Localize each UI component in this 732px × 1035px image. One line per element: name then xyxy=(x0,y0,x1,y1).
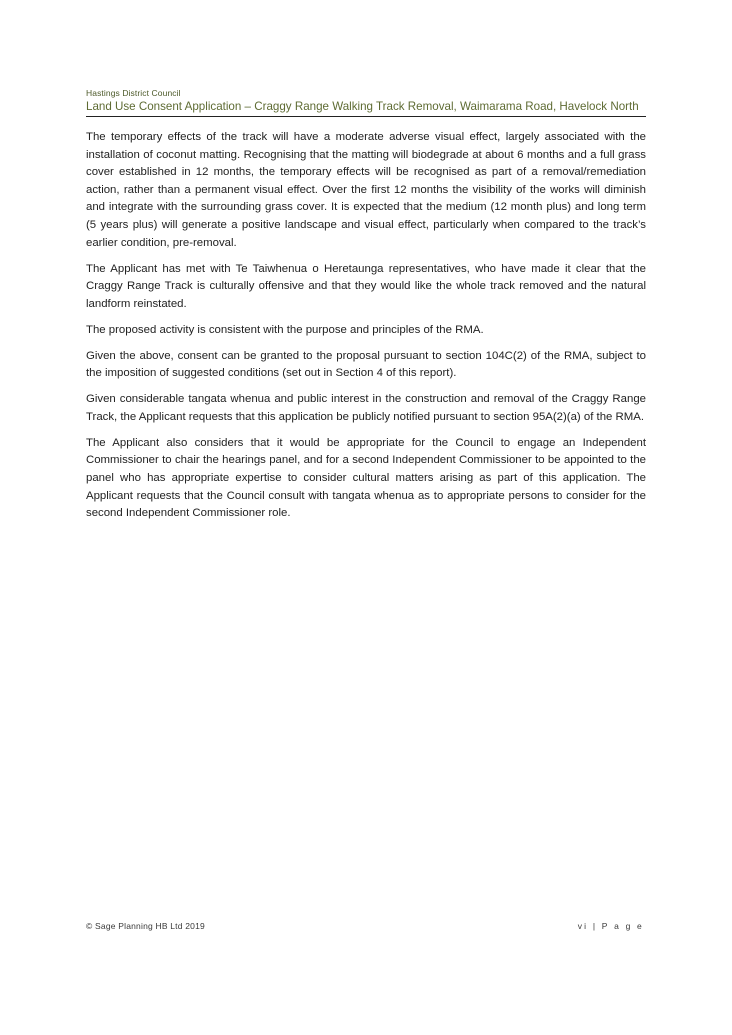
header-divider xyxy=(86,116,646,117)
footer-page-number: vi | P a g e xyxy=(577,921,644,931)
paragraph-tangata-whenua-meeting: The Applicant has met with Te Taiwhenua o Heretaunga representatives, who have made it clear that the Craggy Range Track is culturally offensive and that they would like the whole track removed and the natural landform reinstated. xyxy=(86,262,646,310)
paragraph-independent-commissioner: The Applicant also considers that it would be appropriate for the Council to engage an Independent Commissioner to chair the hearings panel, and for a second Independent Commissioner to be appointed to the panel who has appropriate expertise to consider cultural matters arising as part of this application. The Applicant requests that the Council consult with tangata whenua as to appropriate persons to consider for the second Independent Commissioner role. xyxy=(86,436,646,520)
paragraph-public-notification: Given considerable tangata whenua and public interest in the construction and removal of the Craggy Range Track, the Applicant requests that this application be publicly notified pursuant to section 95A(2)(a) of the RMA. xyxy=(86,393,646,423)
header-title: Land Use Consent Application – Craggy Range Walking Track Removal, Waimarama Road, Havelock North xyxy=(86,100,639,113)
paragraph-consent-grant: Given the above, consent can be granted to the proposal pursuant to section 104C(2) of the RMA, subject to the imposition of suggested conditions (set out in Section 4 of this report). xyxy=(86,349,646,380)
document-body xyxy=(86,129,646,531)
paragraph-rma-consistency: The proposed activity is consistent with the purpose and principles of the RMA. xyxy=(86,323,484,336)
paragraph-visual-effects: The temporary effects of the track will have a moderate adverse visual effect, largely associated with the installation of coconut matting. Recognising that the matting will biodegrade at about 6 months and a full grass cover established in 12 months, the temporary effects will be recognised as part of a removal/remediation action, rather than a permanent visual effect. Over the first 12 months the visibility of the works will diminish and integrate with the surrounding grass cover. It is expected that the medium (12 month plus) and long term (5 years plus) will generate a positive landscape and visual effect, particularly when compared to the track’s earlier condition, pre-removal. xyxy=(86,131,646,249)
page-footer xyxy=(86,921,646,935)
header-organization: Hastings District Council xyxy=(86,88,181,98)
page-header xyxy=(86,88,646,117)
footer-copyright: © Sage Planning HB Ltd 2019 xyxy=(86,921,205,931)
